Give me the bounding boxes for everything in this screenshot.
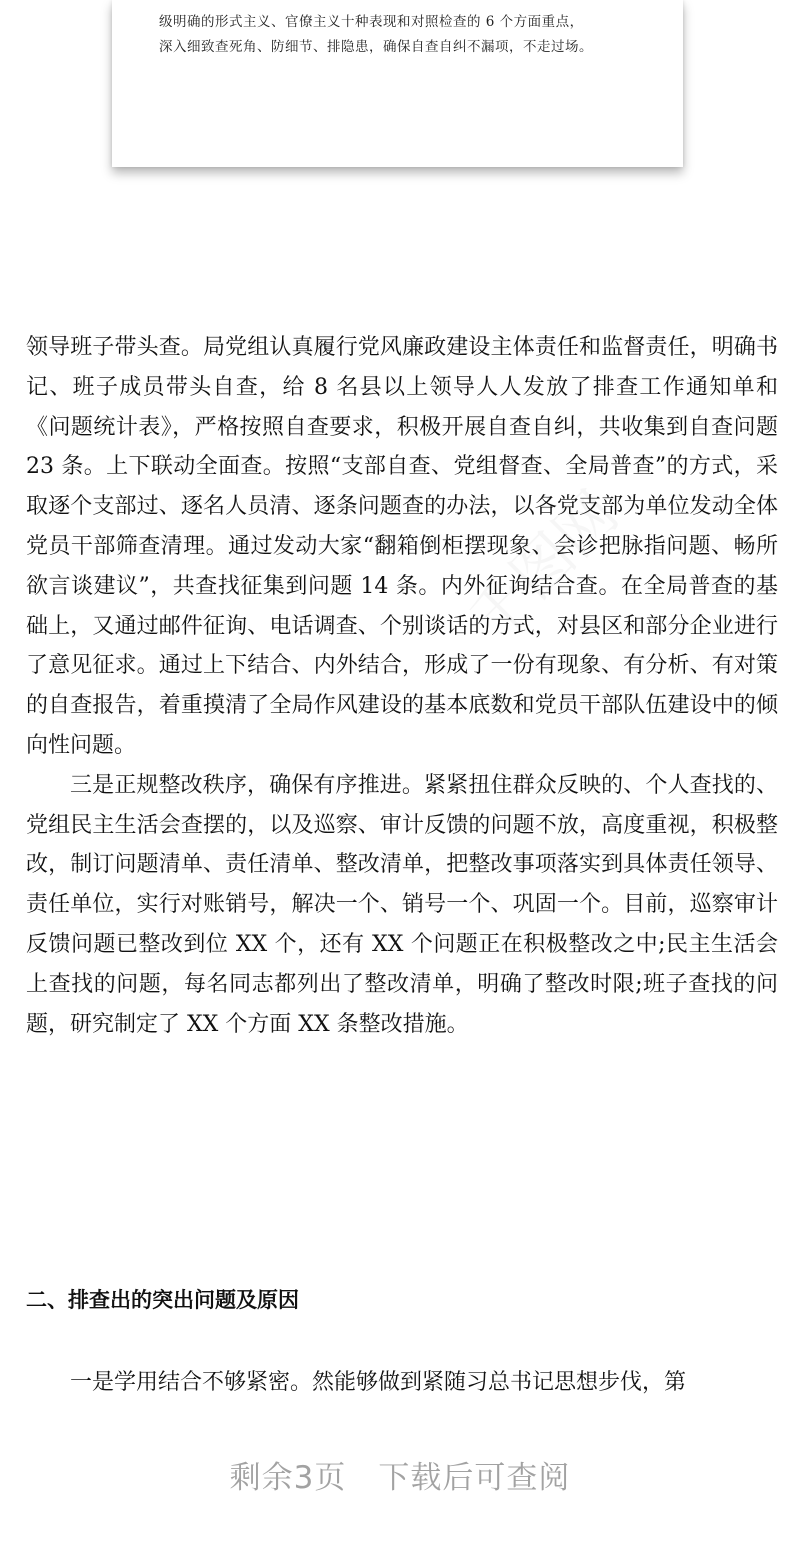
paragraph-self-inspection: 领导班子带头查。局党组认真履行党风廉政建设主体责任和监督责任，明确书记、班子成员带头自查，给 8 名县以上领导人人发放了排查工作通知单和《问题统计表》，严格按照自查要求，积极开展自查自纠，共收集到自查问题 23 条。上下联动全面查。按照“支部自查、党组督查、全局普查”的方式，采取逐个支部过、逐名人员清、逐条问题查的办法，以各党支部为单位发动全体党员干部筛查清理。通过发动大家“翻箱倒柜摆现象、会诊把脉指问题、畅所欲言谈建议”，共查找征集到问题 14 条。内外征询结合查。在全局普查的基础上，又通过邮件征询、电话调查、个别谈话的方式，对县区和部分企业进行了意见征求。通过上下结合、内外结合，形成了一份有现象、有分析、有对策的自查报告，着重摸清了全局作风建设的基本底数和党员干部队伍建设中的倾向性问题。	[26, 335, 778, 758]
paragraph-rectification: 三是正规整改秩序，确保有序推进。紧紧扭住群众反映的、个人查找的、党组民主生活会查摆的，以及巡察、审计反馈的问题不放，高度重视，积极整改，制订问题清单、责任清单、整改清单，把整改事项落实到具体责任领导、责任单位，实行对账销号，解决一个、销号一个、巩固一个。目前，巡察审计反馈问题已整改到位 XX 个，还有 XX 个问题正在积极整改之中;民主生活会上查找的问题，每名同志都列出了整改清单，明确了整改时限;班子查找的问题，研究制定了 XX 个方面 XX 条整改措施。	[26, 772, 778, 1037]
section-heading: 二、排查出的突出问题及原因	[26, 1288, 299, 1312]
preview-line: 级明确的形式主义、官僚主义十种表现和对照检查的 6 个方面重点，	[159, 14, 584, 30]
paragraph-problems-intro: 一是学用结合不够紧密。然能够做到紧随习总书记思想步伐，第	[70, 1370, 687, 1395]
preview-page-text	[159, 10, 649, 60]
download-prompt-banner[interactable]: 剩余3页 下载后可查阅	[229, 1460, 571, 1496]
preview-page-card	[112, 0, 683, 167]
document-body	[26, 328, 778, 1044]
preview-line: 深入细致查死角、防细节、排隐患，确保自查自纠不漏项，不走过场。	[159, 39, 593, 55]
